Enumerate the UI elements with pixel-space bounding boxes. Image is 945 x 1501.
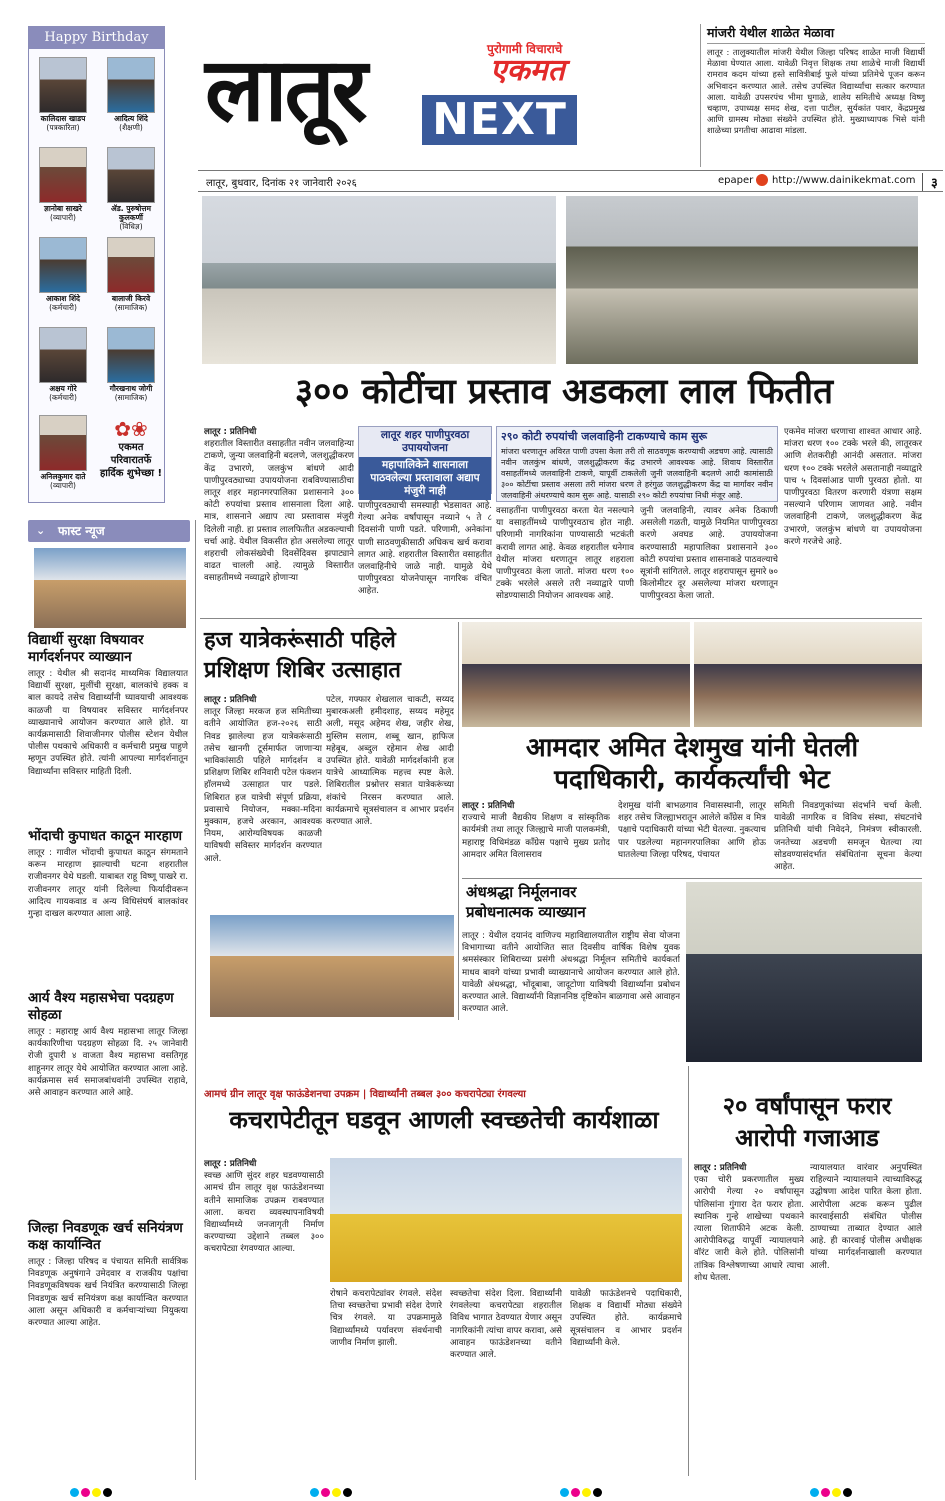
green-banner: आमचं ग्रीन लातूर वृक्ष फाऊंडेशनचा उपक्रम | विद्यार्थ्यांनी तब्बल ३०० कचरापेट्या रंगवल्या: [204, 1089, 526, 1100]
arrest-col-2: न्यायालयात वारंवार अनुपस्थित राहिल्याने न्यायालयाने त्याच्याविरुद्ध उद्घोषणा आदेश पारित केला होता. आरोपीला अटक करून पुढील कारवाईसाठी संबंधित पोलीस ठाण्याच्या ताब्यात देण्यात आले आहे. ही कारवाई पोलीस अधीक्षक यांच्या मार्गदर्शनाखाली करण्यात आली.: [810, 1163, 922, 1271]
arrest-col-1: लातूर : प्रतिनिधी एका चोरी प्रकरणातील मुख्य आरोपी गेल्या २० वर्षांपासून पोलिसांना गुंगारा देत फरार होता. स्थानिक गुन्हे शाखेच्या पथकाने त्याला शिताफीने अटक केली. आरोपीविरुद्ध यापूर्वी न्यायालयाने वॉरंट जारी केले होते. पोलिसांनी तांत्रिक विश्लेषणाच्या आधारे त्याचा शोध घेतला.: [694, 1163, 804, 1283]
green-col-2: रोषाने कचरापेट्यांवर रंगवले. संदेश तिचा स्वच्छतेचा प्रभावी संदेश देणारे चित्र रंगवले. या उपक्रमामुळे विद्यार्थ्यांमध्ये पर्यावरण संवर्धनाची जाणीव निर्माण झाली.: [330, 1289, 442, 1348]
green-headline: कचरापेटीतून घडवून आणली स्वच्छतेची कार्यशाळा: [229, 1106, 659, 1134]
flash-news-body: लातूर : येथील श्री सदानंद माध्यमिक विद्यालयात विद्यार्थी सुरक्षा, मुलींची सुरक्षा, बालकांचे हक्क व बाल कायदे तसेच विद्यार्थ्यांनी घ्यावयाची आवश्यक काळजी या विषयावर सविस्तर मार्गदर्शनपर व्याख्यानाचे आयोजन करण्यात आले होते. या कार्यक्रमासाठी शिवाजीनगर पोलीस स्टेशन येथील पोलीस पथकाचे अधिकारी व कर्मचारी प्रमुख पाहुणे म्हणून उपस्थित होते. त्यांनी आपल्या मार्गदर्शनातून विद्यार्थ्यांना सविस्तर माहिती दिली.: [28, 669, 188, 777]
person-photo: [39, 327, 87, 383]
birthday-person: बालाजी किरवे (सामाजिक): [99, 237, 163, 312]
lead-col-4: जुनी जलवाहिनी, त्यावर अनेक ठिकाणी असलेली गळती, यामुळे नियमित पाणीपुरवठा करणे अवघड आहे. उपाययोजना करण्यासाठी महापालिका प्रशासनाने ३०० कोटी रुपयांचा प्रस्ताव शासनाकडे पाठवल्याचे सूत्रांनी सांगितले. लातूर शहरापासून सुमारे ७० किलोमीटर दूर असलेल्या मांजरा धरणातून पाणीपुरवठा केला जातो.: [640, 506, 778, 602]
deshmukh-photo-1: [462, 622, 690, 727]
arrest-photo: [686, 882, 922, 1062]
flash-news-body: लातूर : गावील भोंदाची कुपाधत काठून संगमताने करून मारहाण झाल्याची घटना शहरातील राजीवनगर येथे घडली. याबाबत राहू विष्णू पाखरे रा. राजीवनगर लातूर यांनी दिलेल्या फिर्यादीवरून आदित्य गायकवाड व अन्य विधिसंघर्ष बालकांवर गुन्हा दाखल करण्यात आला आहे.: [28, 848, 188, 920]
website-link[interactable]: http://www.dainikekmat.com: [772, 175, 916, 186]
flash-news-item: [28, 828, 188, 967]
flash-news-body: लातूर : जिल्हा परिषद व पंचायत समिती सार्वत्रिक निवडणूक अनुषंगाने उमेदवार व राजकीय पक्षांचा निवडणूकविषयक खर्च नियंत्रित करण्यासाठी जिल्हा निवडणूक खर्च सनियंत्रण कक्ष कार्यान्वित करण्यात आला असून अधिकारी व कर्मचाऱ्यांच्या नियुक्त्या करण्यात आल्या आहेत.: [28, 1257, 188, 1329]
flash-news-title: जिल्हा निवडणूक खर्च सनियंत्रण कक्ष कार्यान्वित: [28, 1220, 183, 1253]
flash-news-item: [28, 1220, 188, 1496]
flash-news-title: भोंदाची कुपाधत काठून मारहाण: [28, 828, 183, 844]
birthday-person: गौरखनाथ जोगी (सामाजिक): [99, 327, 163, 402]
flash-news-title: आर्य वैश्य महासभेचा पदग्रहण सोहळा: [28, 990, 174, 1023]
lead-col-2: पाणीपुरवठ्याची समस्याही भेडसावत आहे. गेल्या अनेक वर्षांपासून नव्याने ५ ते ८ दिवसांनी पाणी पडते. परिणामी, अनेकांना पाणी साठवणुकीसाठी अधिकच खर्च करावा लागत आहे. शहरातील विस्तारीत वसाहतीत जलवाहिनीचे जाळे नाही. यामुळे येथे पाणीपुरवठा योजनेपासून नागरिक वंचित आहेत.: [358, 501, 492, 597]
greeting: ✿❀ एकमत परिवारातर्फे हार्दिक शुभेच्छा !: [99, 417, 163, 479]
birthday-person: ॲड. पुरुषोत्तम कुलकर्णी (विधिज्ञ): [99, 147, 163, 231]
color-registration-mark: [560, 1488, 620, 1498]
deshmukh-col-1: लातूर : प्रतिनिधी राज्याचे माजी वैद्यकीय शिक्षण व सांस्कृतिक कार्यमंत्री तथा लातूर जिल्ह्याचे माजी पालकमंत्री, महाराष्ट्र विधिमंडळ काँग्रेस पक्षाचे मुख्य प्रतोद आमदार अमित विलासराव: [462, 801, 610, 860]
green-col-4: यावेळी फाऊंडेशनचे पदाधिकारी, शिक्षक व विद्यार्थी मोठ्या संख्येने उपस्थित होते. कार्यक्रमाचे सूत्रसंचालन व आभार प्रदर्शन विद्यार्थ्यांनी केले.: [570, 1289, 682, 1348]
person-photo: [39, 237, 87, 293]
chevron-down-icon: ⌄: [36, 524, 46, 537]
deshmukh-photo-2: [694, 622, 922, 727]
birthday-person: आकाश शिंदे (कर्मचारी): [31, 237, 95, 312]
color-registration-mark: [310, 1488, 370, 1498]
arrest-headline: २० वर्षांपासून फरार आरोपी गजाआड: [722, 1092, 892, 1152]
green-col-1: लातूर : प्रतिनिधी स्वच्छ आणि सुंदर शहर घडवण्यासाठी आमचं ग्रीन लातूर वृक्ष फाऊंडेशनच्या वतीने सामाजिक उपक्रम राबवण्यात आला. कचरा व्यवस्थापनाविषयी विद्यार्थ्यांमध्ये जनजागृती निर्माण करण्याच्या उद्देशाने तब्बल ३०० कचरापेट्या रंगवण्यात आल्या.: [204, 1159, 324, 1255]
andh-body: लातूर : येथील दयानंद वाणिज्य महाविद्यालयातील राष्ट्रीय सेवा योजना विभागाच्या वतीने आयोजित सात दिवसीय वार्षिक विशेष युवक श्रमसंस्कार शिबिराच्या प्रसंगी अंधश्रद्धा निर्मूलन समितीचे कार्यकर्ता माधव बावगे यांच्या प्रभावी व्याख्यानाचे आयोजन करण्यात आले होते. यावेळी अंधश्रद्धा, भोंदूबाबा, जादूटोणा याविषयी विद्यार्थ्यांना प्रबोधन करण्यात आले. विद्यार्थ्यांनी विज्ञाननिष्ठ दृष्टिकोन बाळगावा असे आवाहन करण्यात आले.: [462, 931, 680, 1015]
flower-icon: ✿❀: [114, 417, 148, 441]
brand-tagline: पुरोगामी विचाराचे: [487, 42, 563, 56]
birthday-person: आदित्य शिंदे (शैक्षणी): [99, 57, 163, 132]
lead-highlight-box: २९० कोटी रुपयांची जलवाहिनी टाकण्याचे काम सुरू मांजरा धरणातून अविरत पाणी उपसा केला तरी तो साठवणूक करण्याची अडचण आहे. त्यासाठी नवीन जलकुंभ बांधणे, जलशुद्धीकरण केंद्र उभारणे आवश्यक आहे. शिवाय विस्तारीत वसाहतींमध्ये जलवाहिनी टाकणे, यापूर्वी टाकलेली जुनी जलवाहिनी बदलणे आदी कामांसाठी ३०० कोटींचा प्रस्ताव असला तरी मांजरा धरण ते हरंगुळ जलशुद्धीकरण केंद्र या मार्गावर नवीन जलवाहिनी अंथरण्याचे काम सुरू आहे. यासाठी २९० कोटी रुपयांचा निधी मंजूर आहे.: [496, 426, 778, 502]
flash-news-item: [28, 990, 188, 1206]
epaper-label: epaper: [718, 175, 754, 186]
news-title: मांजरी येथील शाळेत मेळावा: [707, 24, 925, 44]
color-registration-mark: [70, 1488, 130, 1498]
page-number: ३: [922, 173, 938, 191]
birthday-person: अनिलकुमार दाते (व्यापारी): [31, 415, 95, 490]
person-photo: [39, 415, 87, 471]
dustbins-photo: [330, 1158, 682, 1282]
person-photo: [39, 57, 87, 113]
birthday-panel: [28, 26, 165, 503]
hajj-col-2: पटेल, गफ्फार शेखलाल चाकटी, सय्यद मुबारकअली हमीदशाह, सय्यद महेमूद अली, मसूद अहेमद शेख, जहीर शेख, मुस्लिम सलाम, शब्बू खान, हाफिज महेबूब, अब्दुल रहेमान शेख आदी उपस्थित होते. यावेळी मार्गदर्शकांनी हज यात्रेचे आध्यात्मिक महत्त्व स्पष्ट केले. शिबिरातील प्रश्नोत्तर सत्रात यात्रेकरूंच्या शंकांचे निरसन करण्यात आले. कार्यक्रमाचे सूत्रसंचालन व आभार प्रदर्शन करण्यात आले.: [326, 695, 454, 828]
birthday-person: कालिदास खाडप (पत्रकारिता): [31, 57, 95, 132]
top-right-news: [700, 24, 925, 167]
masthead-next: NEXT: [422, 95, 577, 145]
hajj-col-1: लातूर : प्रतिनिधी लातूर जिल्हा मरकज हज समितीच्या वतीने आयोजित हज-२०२६ साठी निवड झालेल्या हज यात्रेकरूंसाठी तसेच खानगी टूर्समार्फत जाणाऱ्या भाविकांसाठी पहिले मार्गदर्शन व प्रशिक्षण शिबिर शनिवारी पटेल फंक्शन हॉलमध्ये उत्साहात पार पडले. शिबिरात हज यात्रेची संपूर्ण प्रक्रिया, प्रवासाचे नियोजन, मक्का-मदिना मुक्काम, हजचे अरकान, आवश्यक नियम, आरोग्यविषयक काळजी याविषयी सविस्तर मार्गदर्शन करण्यात आले.: [204, 695, 322, 864]
flash-news-body: लातूर : महाराष्ट्र आर्य वैश्य महासभा लातूर जिल्हा कार्यकारिणीचा पदग्रहण सोहळा दि. २५ जानेवारी रोजी दुपारी ४ वाजता वैश्य महासभा वसतिगृह शाहूनगर लातूर येथे आयोजित करण्यात आला आहे. कार्यक्रमास सर्व समाजबांधवांनी उपस्थित राहावे, असे आवाहन करण्यात आले आहे.: [28, 1027, 188, 1099]
birthday-person: अक्षय गोरे (कर्मचारी): [31, 327, 95, 402]
birthday-title: Happy Birthday: [29, 27, 164, 49]
globe-icon: [756, 174, 768, 186]
person-photo: [107, 237, 155, 293]
dam-photo: [202, 196, 556, 364]
flash-news-title: विद्यार्थी सुरक्षा विषयावर मार्गदर्शनपर व्याख्यान: [28, 632, 144, 665]
person-photo: [107, 147, 155, 203]
person-photo: [107, 57, 155, 113]
fast-news-header: ⌄ फास्ट न्यूज: [28, 520, 190, 542]
masthead-title: लातूर: [205, 38, 365, 141]
person-photo: [39, 147, 87, 203]
dateline-bar: [198, 170, 943, 192]
lead-headline: ३०० कोटींचा प्रस्ताव अडकला लाल फितीत: [294, 372, 834, 412]
lead-col-3: वसाहतींना पाणीपुरवठा करता येत नसल्याने या वसाहतींमध्ये पाणीपुरवठाच होत नाही. परिणामी नागरिकांना पाण्यासाठी भटकंती करावी लागत आहे. केवळ शहरातील धनेगाव येथील मांजरा धरणातून लातूर शहराला पाणीपुरवठा केला जातो. मांजरा धरण १०० टक्के भरलेले असले तरी नव्याद्वारे पाणी सोडण्यासाठी नियोजन आवश्यक आहे.: [496, 506, 634, 602]
hajj-headline: हज यात्रेकरूंसाठी पहिले प्रशिक्षण शिबिर उत्साहात: [204, 628, 401, 683]
fast-news-photo: [34, 548, 186, 628]
deshmukh-col-3: समिती निवडणुकांच्या संदर्भाने चर्चा केली. यावेळी नागरिक व विविध संस्था, संघटनांचे प्रतिनिधी यांची निवेदने, निमंत्रण स्वीकारली. जनतेच्या अडचणी समजून घेतल्या त्या सोडवण्यासंदर्भात संबंधितांना सूचना केल्या आहेत.: [774, 801, 922, 872]
lead-col-1: लातूर : प्रतिनिधी शहरातील विस्तारीत वसाहतीत नवीन जलवाहिन्या टाकणे, जुन्या जलवाहिनी बदलणे, जलशुद्धीकरण केंद्र उभारणे, जलकुंभ बांधणे आदी पाणीपुरवठ्याच्या उपाययोजना राबविण्यासाठीचा लातूर शहर महानगरपालिका प्रशासनाने ३०० कोटी रुपयांचा प्रस्ताव शासनाला दिला आहे. मात्र, शासनाने अद्याप त्या प्रस्तावास मंजुरी दिलेली नाही. हा प्रस्ताव लालफितीत अडकल्याची चर्चा आहे. येथील विकसीत होत असलेल्या लातूर शहराची लोकसंख्येची दिवसेंदिवस झपाट्याने वाढत चालली आहे. त्यामुळे विस्तारीत वसाहतीमध्ये नव्याद्वारे होणाऱ्या: [204, 427, 354, 584]
news-body: लातूर : तालुक्यातील मांजरी येथील जिल्हा परिषद शाळेत माजी विद्यार्थी मेळावा घेण्यात आला. यावेळी निवृत्त शिक्षक तथा शाळेचे माजी विद्यार्थी रामराव कदम यांच्या हस्ते सावित्रीबाई फुले यांच्या प्रतिमेचे पूजन करून अभिवादन करण्यात आले. तसेच उपस्थित विद्यार्थ्यांचा सत्कार करण्यात आला. यावेळी उपसरपंच भीमा घुगाळे, शालेय समितीचे अध्यक्ष विष्णू चव्हाण, उपाध्यक्ष समद शेख, दत्ता पाटील, सुर्यकांत पवार, केंद्रप्रमुख आणि ग्रामस्थ मोठ्या संख्येने उपस्थित होते. मुख्याध्यापक भिसे यांनी शाळेच्या प्रगतीचा आढावा मांडला.: [707, 47, 925, 136]
hajj-photo: [210, 915, 454, 1017]
lead-col-5: एकमेव मांजरा धरणाचा शाश्वत आधार आहे. मांजरा धरण १०० टक्के भरले की, लातूरकर आणि शेतकरीही आनंदी असतात. मांजरा धरण १०० टक्के भरलेले असतानाही नव्याद्वारे पाच ५ दिवसांआड पाणी पुरवठा होतो. या पाणीपुरवठा वितरण करणारी यंत्रणा सक्षम नसल्याने परिणाम जाणवत आहे. नवीन जलवाहिनी टाकणे, जलशुद्धीकरण केंद्र उभारणे, जलकुंभ बांधणे या उपाययोजना करणे गरजेचे आहे.: [784, 427, 922, 547]
person-photo: [107, 327, 155, 383]
lead-sidebox: लातूर शहर पाणीपुरवठा उपाययोजना महापालिकेने शासनाला पाठवलेल्या प्रस्तावाला अद्याप मंजुरी नाही: [358, 426, 492, 494]
birthday-person: ज्ञानोबा साखरे (व्यापारी): [31, 147, 95, 222]
flash-news-item: [28, 632, 188, 848]
color-registration-mark: [810, 1488, 870, 1498]
pipes-photo: [566, 196, 918, 364]
deshmukh-col-2: देशमुख यांनी बाभळगाव निवासस्थानी, लातूर शहर तसेच जिल्ह्याभरातून आलेले काँग्रेस व मित्र पक्षाचे पदाधिकारी यांच्या भेटी घेतल्या. नुकत्याच पार पडलेल्या महानगरपालिका आणि होऊ घातलेल्या जिल्हा परिषद, पंचायत: [618, 801, 766, 860]
andh-headline: अंधश्रद्धा निर्मूलनावर प्रबोधनात्मक व्याख्यान: [466, 883, 586, 921]
dateline: लातूर, बुधवार, दिनांक २१ जानेवारी २०२६: [206, 178, 357, 189]
brand-logo: एकमत: [490, 53, 565, 88]
deshmukh-headline: आमदार अमित देशमुख यांनी घेतली पदाधिकारी, कार्यकर्त्यांची भेट: [525, 733, 859, 795]
green-col-3: स्वच्छतेचा संदेश दिला. विद्यार्थ्यांनी रंगवलेल्या कचरापेट्या शहरातील विविध भागात ठेवण्यात येणार असून नागरिकांनी त्यांचा वापर करावा, असे आवाहन फाऊंडेशनच्या वतीने करण्यात आले.: [450, 1289, 562, 1361]
